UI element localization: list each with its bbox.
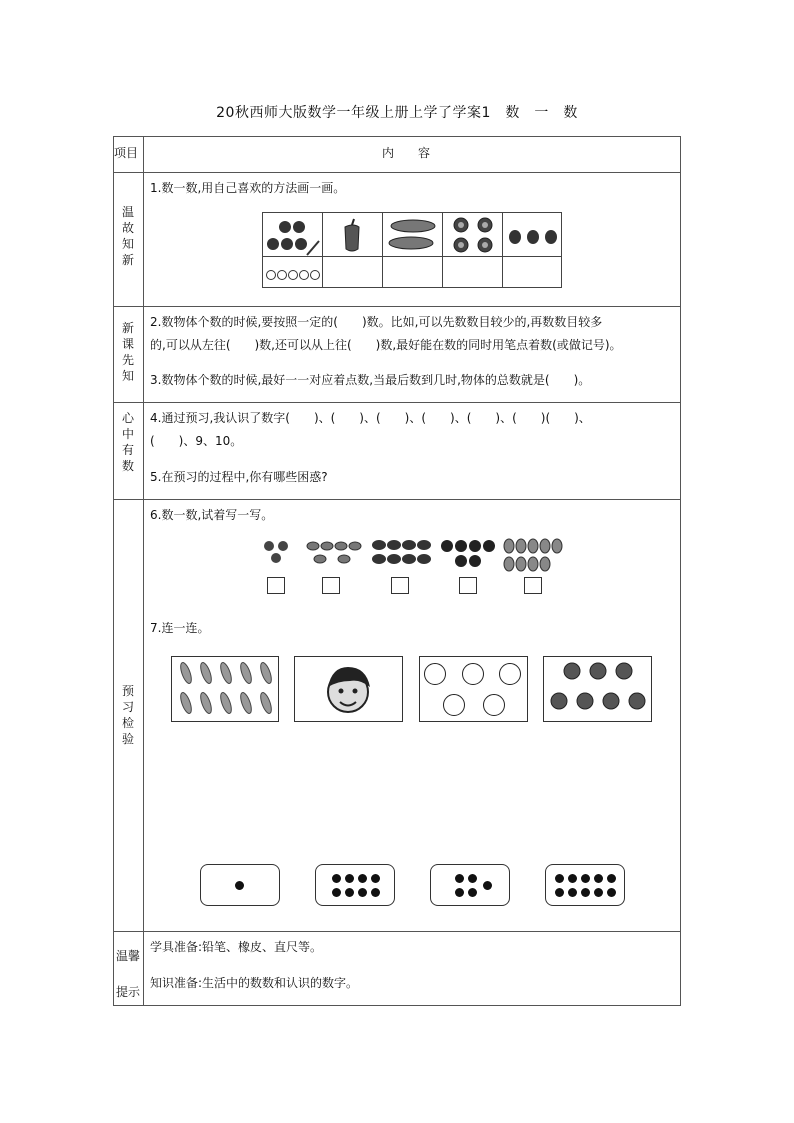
- section-label-text: [113, 938, 143, 1010]
- section-label-char: 数: [121, 459, 134, 473]
- question-6: 6.数一数,试着写一写。: [150, 508, 274, 522]
- section-label-char: 知: [121, 237, 134, 251]
- section-label-char: 检: [121, 716, 134, 730]
- feather-icon: [172, 657, 278, 721]
- eggplant-icon: [503, 213, 563, 257]
- row-divider: [113, 306, 681, 307]
- tomato-icon: [263, 213, 323, 257]
- row-divider: [113, 931, 681, 932]
- circle-mark: [299, 270, 309, 280]
- answer-box[interactable]: [524, 577, 542, 594]
- section-label-text: [113, 410, 143, 474]
- dot: [345, 874, 354, 883]
- question-2-line-2: 的,可以从左往( )数,还可以从上往( )数,最好能在数的同时用笔点着数(或做记号)。: [150, 338, 622, 352]
- counting-table: [262, 212, 562, 288]
- tip-tools: 学具准备:铅笔、橡皮、直尺等。: [150, 940, 323, 954]
- section-label-preview: [113, 320, 143, 384]
- dot: [607, 888, 616, 897]
- page-title: 20秋西师大版数学一年级上册上学了学案1 数 一 数: [216, 105, 578, 121]
- cake-group-icon: [307, 542, 361, 563]
- tip-knowledge: 知识准备:生活中的数数和认识的数字。: [150, 976, 359, 990]
- dot: [235, 881, 244, 890]
- answer-box[interactable]: [267, 577, 285, 594]
- circle-shape: [483, 694, 505, 716]
- boy-face-card[interactable]: [294, 656, 403, 722]
- row-divider: [113, 172, 681, 173]
- answer-box[interactable]: [459, 577, 477, 594]
- answer-cell[interactable]: [382, 256, 443, 288]
- dot-card-8[interactable]: [315, 864, 395, 906]
- dot: [332, 874, 341, 883]
- flower-icon: [544, 657, 651, 721]
- section-label-char: 新: [121, 253, 134, 267]
- question-5: 5.在预习的过程中,你有哪些困惑?: [150, 470, 328, 484]
- dot: [468, 888, 477, 897]
- section-label-char: 有: [121, 443, 134, 457]
- answer-box[interactable]: [391, 577, 409, 594]
- section-label-char: 温: [121, 205, 134, 219]
- answer-cell[interactable]: [322, 256, 383, 288]
- dot-card-1[interactable]: [200, 864, 280, 906]
- row-divider: [113, 402, 681, 403]
- circle-mark: [277, 270, 287, 280]
- table-border-right: [680, 136, 681, 1006]
- pepper-picture: [322, 212, 383, 257]
- question-7: 7.连一连。: [150, 621, 210, 635]
- cucumber-picture: [382, 212, 443, 257]
- section-label-line: 提示: [115, 985, 140, 999]
- row-divider: [113, 499, 681, 500]
- answer-box[interactable]: [322, 577, 340, 594]
- dot: [594, 888, 603, 897]
- question-2-line-1: 2.数物体个数的时候,要按照一定的( )数。比如,可以先数数目较少的,再数数目较多: [150, 315, 603, 329]
- dot: [555, 874, 564, 883]
- feather-card[interactable]: [171, 656, 279, 722]
- section-label-char: 习: [121, 700, 134, 714]
- dot: [358, 874, 367, 883]
- dot: [607, 874, 616, 883]
- column-divider: [143, 136, 144, 1006]
- circle-shape: [462, 663, 484, 685]
- section-label-char: 新: [121, 321, 134, 335]
- section-label-char: 课: [121, 337, 134, 351]
- section-label-text: [113, 204, 143, 268]
- section-label-tips: [113, 938, 143, 1010]
- dot: [581, 874, 590, 883]
- exercise-6-pictures: [255, 537, 575, 577]
- circle-mark: [310, 270, 320, 280]
- circles-card[interactable]: [419, 656, 528, 722]
- circle-shape: [499, 663, 521, 685]
- table-border-bottom: [113, 1005, 681, 1006]
- eggplant-picture: [502, 212, 562, 257]
- section-label-char: 心: [121, 411, 134, 425]
- pepper-icon: [323, 213, 383, 257]
- dot: [371, 874, 380, 883]
- sunflower-picture: [442, 212, 503, 257]
- dot: [455, 888, 464, 897]
- dot: [483, 881, 492, 890]
- section-label-char: 验: [121, 732, 134, 746]
- answer-cell[interactable]: [502, 256, 562, 288]
- section-label-review: [113, 204, 143, 268]
- cabbage-group-icon: [372, 540, 431, 564]
- answer-cell[interactable]: [442, 256, 503, 288]
- question-4-line-1: 4.通过预习,我认识了数字( )、( )、( )、( )、( )、( )( )、: [150, 411, 591, 425]
- header-item: 项目: [114, 146, 139, 160]
- dot: [468, 874, 477, 883]
- section-label-line: 温馨: [115, 949, 140, 963]
- header-content: 内 容: [382, 146, 431, 160]
- dot: [581, 888, 590, 897]
- circle-mark: [266, 270, 276, 280]
- tomato-picture: [262, 212, 323, 257]
- table-border-top: [113, 136, 681, 137]
- sunflower-icon: [443, 213, 503, 257]
- dot-card-10[interactable]: [545, 864, 625, 906]
- circle-shape: [424, 663, 446, 685]
- section-label-char: 中: [121, 427, 134, 441]
- question-1: 1.数一数,用自己喜欢的方法画一画。: [150, 181, 346, 195]
- section-label-char: 故: [121, 221, 134, 235]
- section-label-text: [113, 320, 143, 384]
- dot: [371, 888, 380, 897]
- section-label-text: [113, 683, 143, 747]
- pear-group-icon: [504, 539, 562, 571]
- question-3: 3.数物体个数的时候,最好一一对应着点数,当最后数到几时,物体的总数就是( )。: [150, 373, 591, 387]
- dot: [594, 874, 603, 883]
- section-label-understand: [113, 410, 143, 474]
- example-answer-cell: [262, 256, 323, 288]
- dot: [568, 874, 577, 883]
- circle-shape: [443, 694, 465, 716]
- circle-mark: [288, 270, 298, 280]
- question-4-line-2: ( )、9、10。: [150, 434, 243, 448]
- dot: [345, 888, 354, 897]
- boy-face-icon: [295, 657, 402, 721]
- dot: [568, 888, 577, 897]
- cucumber-icon: [383, 213, 443, 257]
- dot: [332, 888, 341, 897]
- dot: [358, 888, 367, 897]
- section-label-char: 先: [121, 353, 134, 367]
- flower-group-icon: [264, 541, 288, 563]
- flower-card[interactable]: [543, 656, 652, 722]
- dot: [455, 874, 464, 883]
- section-label-check: [113, 683, 143, 747]
- dot-card-5[interactable]: [430, 864, 510, 906]
- section-label-char: 知: [121, 369, 134, 383]
- dot: [555, 888, 564, 897]
- section-label-char: 预: [121, 684, 134, 698]
- apple-group-icon: [441, 540, 495, 567]
